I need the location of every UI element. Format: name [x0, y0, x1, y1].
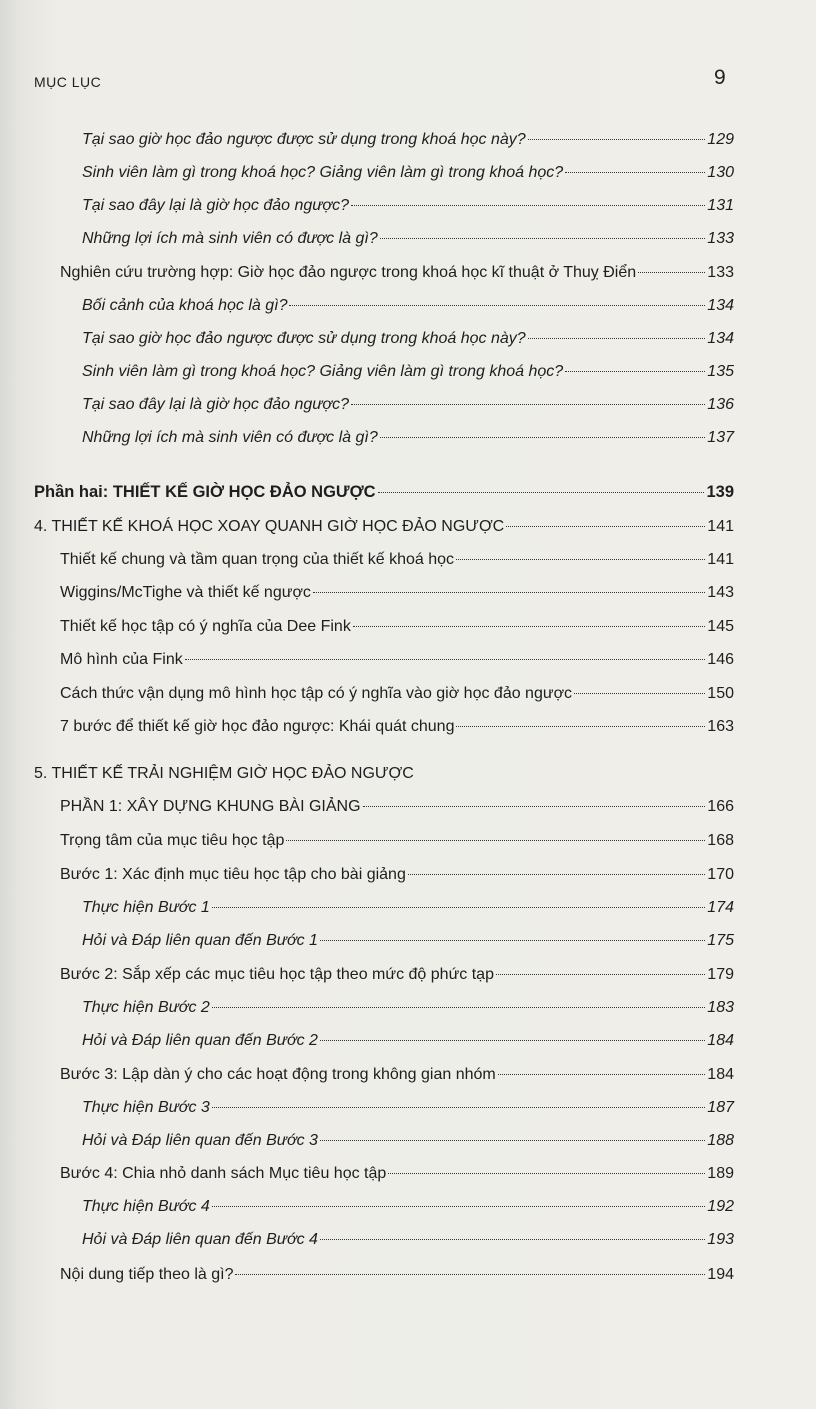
- toc-entry: [60, 1066, 734, 1084]
- dot-leader: [235, 1274, 705, 1275]
- toc-entry: [34, 765, 734, 783]
- toc-entry-title: Hỏi và Đáp liên quan đến Bước 4: [82, 1231, 318, 1248]
- toc-entry-title: Sinh viên làm gì trong khoá học? Giảng viên làm gì trong khoá học?: [82, 164, 564, 181]
- toc-entry: [82, 1099, 734, 1117]
- page-number: 9: [714, 66, 726, 89]
- toc-entry-page: 141: [707, 518, 734, 535]
- dot-leader: [380, 437, 706, 438]
- toc-entry: [82, 197, 734, 215]
- dot-leader: [212, 1206, 706, 1207]
- toc-entry-title: Sinh viên làm gì trong khoá học? Giảng viên làm gì trong khoá học?: [82, 363, 564, 380]
- dot-leader: [456, 726, 705, 727]
- toc-entry: [60, 651, 734, 669]
- toc-entry-page: 187: [707, 1099, 734, 1116]
- toc-entry-page: 179: [707, 966, 734, 983]
- dot-leader: [638, 272, 705, 273]
- dot-leader: [388, 1173, 705, 1174]
- toc-entry-title: Những lợi ích mà sinh viên có được là gì?: [82, 230, 378, 247]
- toc-entry-title: Tại sao đây lại là giờ học đảo ngược?: [82, 197, 349, 214]
- toc-entry-page: 175: [707, 932, 734, 949]
- dot-leader: [528, 139, 706, 140]
- toc-entry-title: Thực hiện Bước 3: [82, 1099, 210, 1116]
- toc-entry: [60, 584, 734, 602]
- dot-leader: [408, 874, 705, 875]
- toc-entry-page: 130: [707, 164, 734, 181]
- toc-entry-title: Nghiên cứu trường hợp: Giờ học đảo ngược trong khoá học kĩ thuật ở Thuỵ Điển: [60, 264, 637, 281]
- toc-entry: [34, 518, 734, 536]
- toc-entry-page: 166: [707, 798, 734, 815]
- dot-leader: [528, 338, 706, 339]
- toc-entry-page: 133: [707, 264, 734, 281]
- toc-entry-page: 133: [707, 230, 734, 247]
- toc-entry-page: 168: [707, 832, 734, 849]
- toc-entry-page: 194: [707, 1266, 734, 1283]
- toc-entry-title: Thiết kế chung và tầm quan trọng của thiết kế khoá học: [60, 551, 455, 568]
- dot-leader: [496, 974, 705, 975]
- toc-entry-page: 174: [707, 899, 734, 916]
- toc-entry-page: 163: [707, 718, 734, 735]
- dot-leader: [574, 693, 705, 694]
- dot-leader: [185, 659, 706, 660]
- toc-entry-title: Nội dung tiếp theo là gì?: [60, 1266, 234, 1283]
- toc-entry: [82, 164, 734, 182]
- dot-leader: [378, 492, 705, 493]
- toc-entry-title: Tại sao giờ học đảo ngược được sử dụng trong khoá học này?: [82, 330, 526, 347]
- toc-entry-page: 146: [707, 651, 734, 668]
- toc-entry-title: Bước 2: Sắp xếp các mục tiêu học tập theo mức độ phức tạp: [60, 966, 494, 983]
- toc-entry: [82, 429, 734, 447]
- toc-entry: [60, 798, 734, 816]
- toc-entry: [60, 966, 734, 984]
- toc-entry: [82, 1198, 734, 1216]
- toc-entry-page: 136: [707, 396, 734, 413]
- toc-entry: [82, 363, 734, 381]
- toc-entry-title: Hỏi và Đáp liên quan đến Bước 1: [82, 932, 318, 949]
- running-header: MỤC LỤC: [34, 74, 102, 90]
- toc-entry-page: 192: [707, 1198, 734, 1215]
- toc-entry: [82, 899, 734, 917]
- toc-entry-page: 131: [707, 197, 734, 214]
- toc-entry: [60, 832, 734, 850]
- toc-entry-title: 4. THIẾT KẾ KHOÁ HỌC XOAY QUANH GIỜ HỌC ĐẢO NGƯỢC: [34, 518, 505, 535]
- dot-leader: [506, 526, 705, 527]
- toc-entry-page: 189: [707, 1165, 734, 1182]
- toc-entry-page: 193: [707, 1231, 734, 1248]
- dot-leader: [313, 592, 705, 593]
- dot-leader: [212, 1107, 706, 1108]
- toc-entry-page: 170: [707, 866, 734, 883]
- toc-entry-page: 129: [707, 131, 734, 148]
- dot-leader: [212, 907, 706, 908]
- dot-leader: [363, 806, 706, 807]
- toc-entry-title: Bối cảnh của khoá học là gì?: [82, 297, 288, 314]
- toc-entry-page: 135: [707, 363, 734, 380]
- dot-leader: [351, 205, 705, 206]
- dot-leader: [320, 940, 705, 941]
- toc-entry: [60, 718, 734, 736]
- toc-entry-page: 184: [707, 1066, 734, 1083]
- dot-leader: [351, 404, 705, 405]
- toc-entry-page: 143: [707, 584, 734, 601]
- toc-entry: [82, 297, 734, 315]
- toc-entry-title: PHẦN 1: XÂY DỰNG KHUNG BÀI GIẢNG: [60, 798, 361, 815]
- toc-entry-title: 5. THIẾT KẾ TRẢI NGHIỆM GIỜ HỌC ĐẢO NGƯỢC: [34, 765, 414, 782]
- toc-entry-title: Mô hình của Fink: [60, 651, 183, 668]
- toc-entry: [34, 483, 734, 502]
- toc-entry-title: Cách thức vận dụng mô hình học tập có ý nghĩa vào giờ học đảo ngược: [60, 685, 573, 702]
- toc-entry: [60, 1165, 734, 1183]
- toc-entry-title: Thực hiện Bước 2: [82, 999, 210, 1016]
- toc-entry-page: 150: [707, 685, 734, 702]
- toc-entry-page: 139: [706, 483, 734, 501]
- dot-leader: [456, 559, 705, 560]
- dot-leader: [286, 840, 705, 841]
- toc-entry: [82, 1032, 734, 1050]
- toc-entry: [60, 866, 734, 884]
- toc-entry-title: Tại sao giờ học đảo ngược được sử dụng trong khoá học này?: [82, 131, 526, 148]
- toc-entry-title: Bước 3: Lập dàn ý cho các hoạt động trong không gian nhóm: [60, 1066, 496, 1083]
- toc-entry-title: Bước 4: Chia nhỏ danh sách Mục tiêu học tập: [60, 1165, 387, 1182]
- toc-entry: [60, 618, 734, 636]
- toc-entry: [60, 1266, 734, 1284]
- toc-entry: [60, 685, 734, 703]
- toc-entry-title: Trọng tâm của mục tiêu học tập: [60, 832, 285, 849]
- dot-leader: [353, 626, 705, 627]
- toc-entry: [82, 932, 734, 950]
- toc-entry-title: Thực hiện Bước 1: [82, 899, 210, 916]
- toc-entry: [60, 264, 734, 282]
- toc-entry-page: 184: [707, 1032, 734, 1049]
- toc-entry-page: 134: [707, 297, 734, 314]
- toc-entry-title: 7 bước để thiết kế giờ học đảo ngược: Khái quát chung: [60, 718, 455, 735]
- dot-leader: [498, 1074, 706, 1075]
- dot-leader: [565, 371, 705, 372]
- toc-entry-page: 183: [707, 999, 734, 1016]
- toc-entry-page: 141: [707, 551, 734, 568]
- toc-entry: [60, 551, 734, 569]
- toc-entry-title: Thiết kế học tập có ý nghĩa của Dee Fink: [60, 618, 351, 635]
- dot-leader: [320, 1140, 705, 1141]
- toc-entry-title: Phần hai: THIẾT KẾ GIỜ HỌC ĐẢO NGƯỢC: [34, 483, 376, 501]
- toc-entry: [82, 131, 734, 149]
- toc-entry: [82, 230, 734, 248]
- toc-entry-title: Hỏi và Đáp liên quan đến Bước 2: [82, 1032, 318, 1049]
- toc-entry: [82, 1132, 734, 1150]
- toc-entry-page: 134: [707, 330, 734, 347]
- toc-entry-title: Tại sao đây lại là giờ học đảo ngược?: [82, 396, 349, 413]
- toc-entry: [82, 1231, 734, 1249]
- toc-entry-title: Bước 1: Xác định mục tiêu học tập cho bài giảng: [60, 866, 406, 883]
- dot-leader: [320, 1040, 705, 1041]
- dot-leader: [565, 172, 705, 173]
- toc-entry-title: Wiggins/McTighe và thiết kế ngược: [60, 584, 311, 601]
- dot-leader: [380, 238, 706, 239]
- toc-entry: [82, 999, 734, 1017]
- toc-entry-page: 137: [707, 429, 734, 446]
- toc-entry-title: Hỏi và Đáp liên quan đến Bước 3: [82, 1132, 318, 1149]
- toc-entry: [82, 330, 734, 348]
- toc-entry-page: 145: [707, 618, 734, 635]
- toc-entry-title: Thực hiện Bước 4: [82, 1198, 210, 1215]
- toc-entry-title: Những lợi ích mà sinh viên có được là gì?: [82, 429, 378, 446]
- dot-leader: [212, 1007, 706, 1008]
- toc-entry-page: 188: [707, 1132, 734, 1149]
- dot-leader: [320, 1239, 705, 1240]
- toc-entry: [82, 396, 734, 414]
- dot-leader: [289, 305, 705, 306]
